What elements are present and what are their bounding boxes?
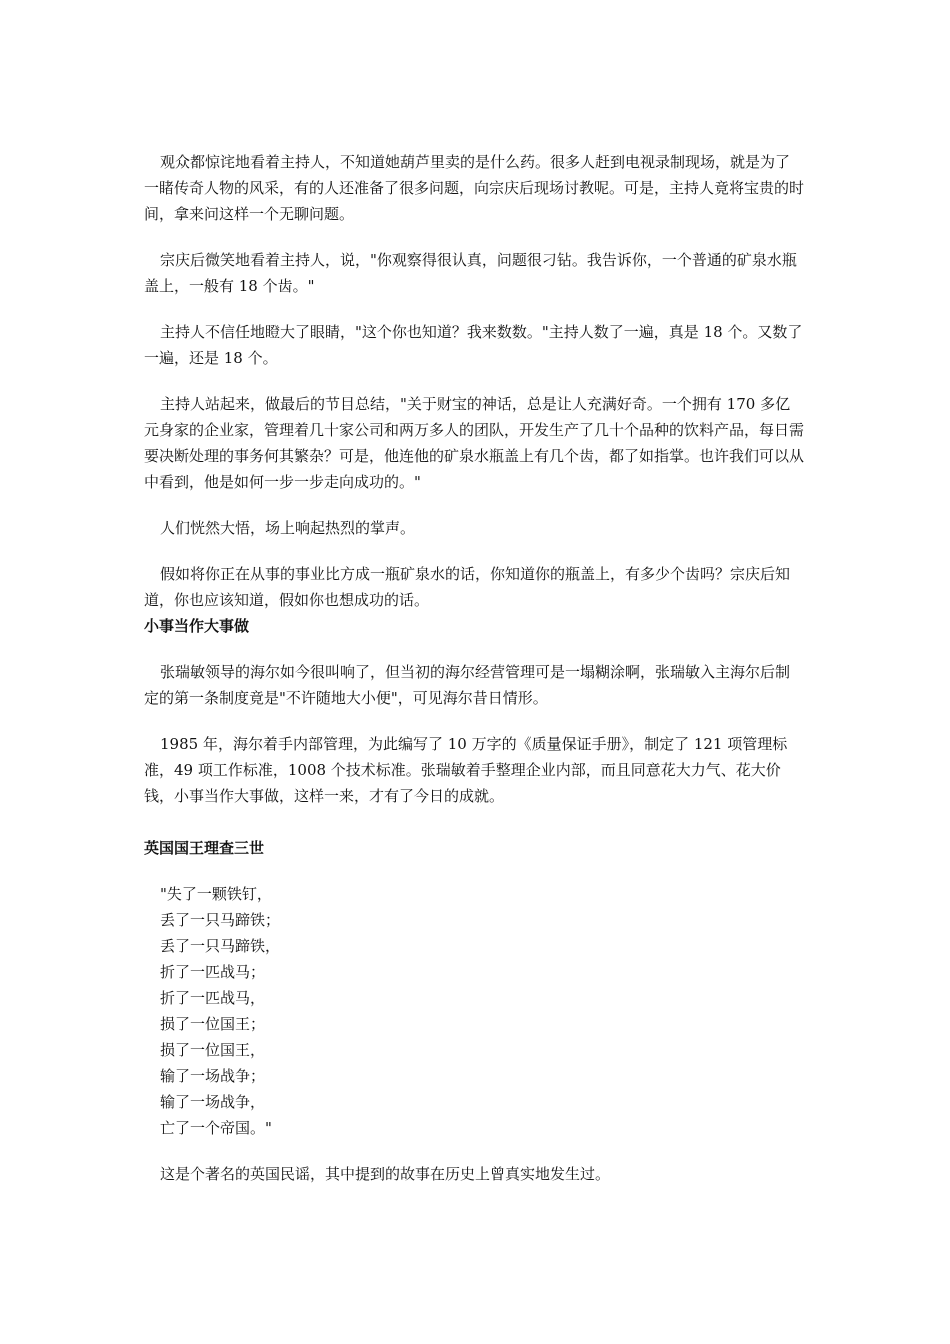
poem-line: 折了一匹战马， — [160, 989, 266, 1007]
poem-line: 亡了一个帝国。" — [160, 1119, 272, 1137]
paragraph-audience-surprised: 观众都惊诧地看着主持人，不知道她葫芦里卖的是什么药。很多人赶到电视录制现场，就是为了一睹传奇人物的风采，有的人还准备了很多问题，向宗庆后现场讨教呢。可是，主持人竟将宝贵的时间，拿来问这样一个无聊问题。 — [144, 153, 805, 223]
section-heading-richard-iii: 英国国王理查三世 — [144, 839, 265, 857]
poem-line: 损了一位国王， — [160, 1041, 266, 1059]
paragraph-host-counts: 主持人不信任地瞪大了眼睛，"这个你也知道？我来数数。"主持人数了一遍，真是 18 个。又数了一遍，还是 18 个。 — [144, 323, 803, 367]
paragraph-zong-answer: 宗庆后微笑地看着主持人，说，"你观察得很认真，问题很刁钻。我告诉你，一个普通的矿泉水瓶盖上，一般有 18 个齿。" — [144, 251, 797, 295]
folk-rhyme — [144, 881, 804, 1141]
paragraph-host-summary: 主持人站起来，做最后的节目总结，"关于财宝的神话，总是让人充满好奇。一个拥有 170 多亿元身家的企业家，管理着几十家公司和两万多人的团队，开发生产了几十个品种的饮料产品，每日需要决断处理的事务何其繁杂？可是，他连他的矿泉水瓶盖上有几个齿，都了如指掌。也许我们可以从中看到，他是如何一步一步走向成功的。" — [144, 395, 805, 491]
paragraph-applause: 人们恍然大悟，场上响起热烈的掌声。 — [160, 519, 416, 537]
paragraph-reader-question: 假如将你正在从事的事业比方成一瓶矿泉水的话，你知道你的瓶盖上，有多少个齿吗？宗庆后知道，你也应该知道，假如你也想成功的话。 — [144, 565, 791, 609]
paragraph-haier-early: 张瑞敏领导的海尔如今很叫响了，但当初的海尔经营管理可是一塌糊涂啊，张瑞敏入主海尔后制定的第一条制度竟是"不许随地大小便"，可见海尔昔日情形。 — [144, 663, 791, 707]
poem-line: 丢了一只马蹄铁， — [160, 937, 281, 955]
document-page — [144, 149, 804, 1207]
poem-line: "失了一颗铁钉， — [160, 885, 272, 903]
paragraph-haier-1985: 1985 年，海尔着手内部管理，为此编写了 10 万字的《质量保证手册》，制定了 121 项管理标准，49 项工作标准，1008 个技术标准。张瑞敏着手整理企业内部，而且同意花大力气、花大价钱，小事当作大事做，这样一来，才有了今日的成就。 — [144, 735, 788, 805]
poem-line: 折了一匹战马； — [160, 963, 266, 981]
poem-line: 损了一位国王； — [160, 1015, 266, 1033]
poem-line: 丢了一只马蹄铁； — [160, 911, 281, 929]
section-heading-small-things: 小事当作大事做 — [144, 617, 250, 635]
poem-line: 输了一场战争； — [160, 1067, 266, 1085]
paragraph-folk-rhyme-note: 这是个著名的英国民谣，其中提到的故事在历史上曾真实地发生过。 — [160, 1165, 611, 1183]
poem-line: 输了一场战争， — [160, 1093, 266, 1111]
